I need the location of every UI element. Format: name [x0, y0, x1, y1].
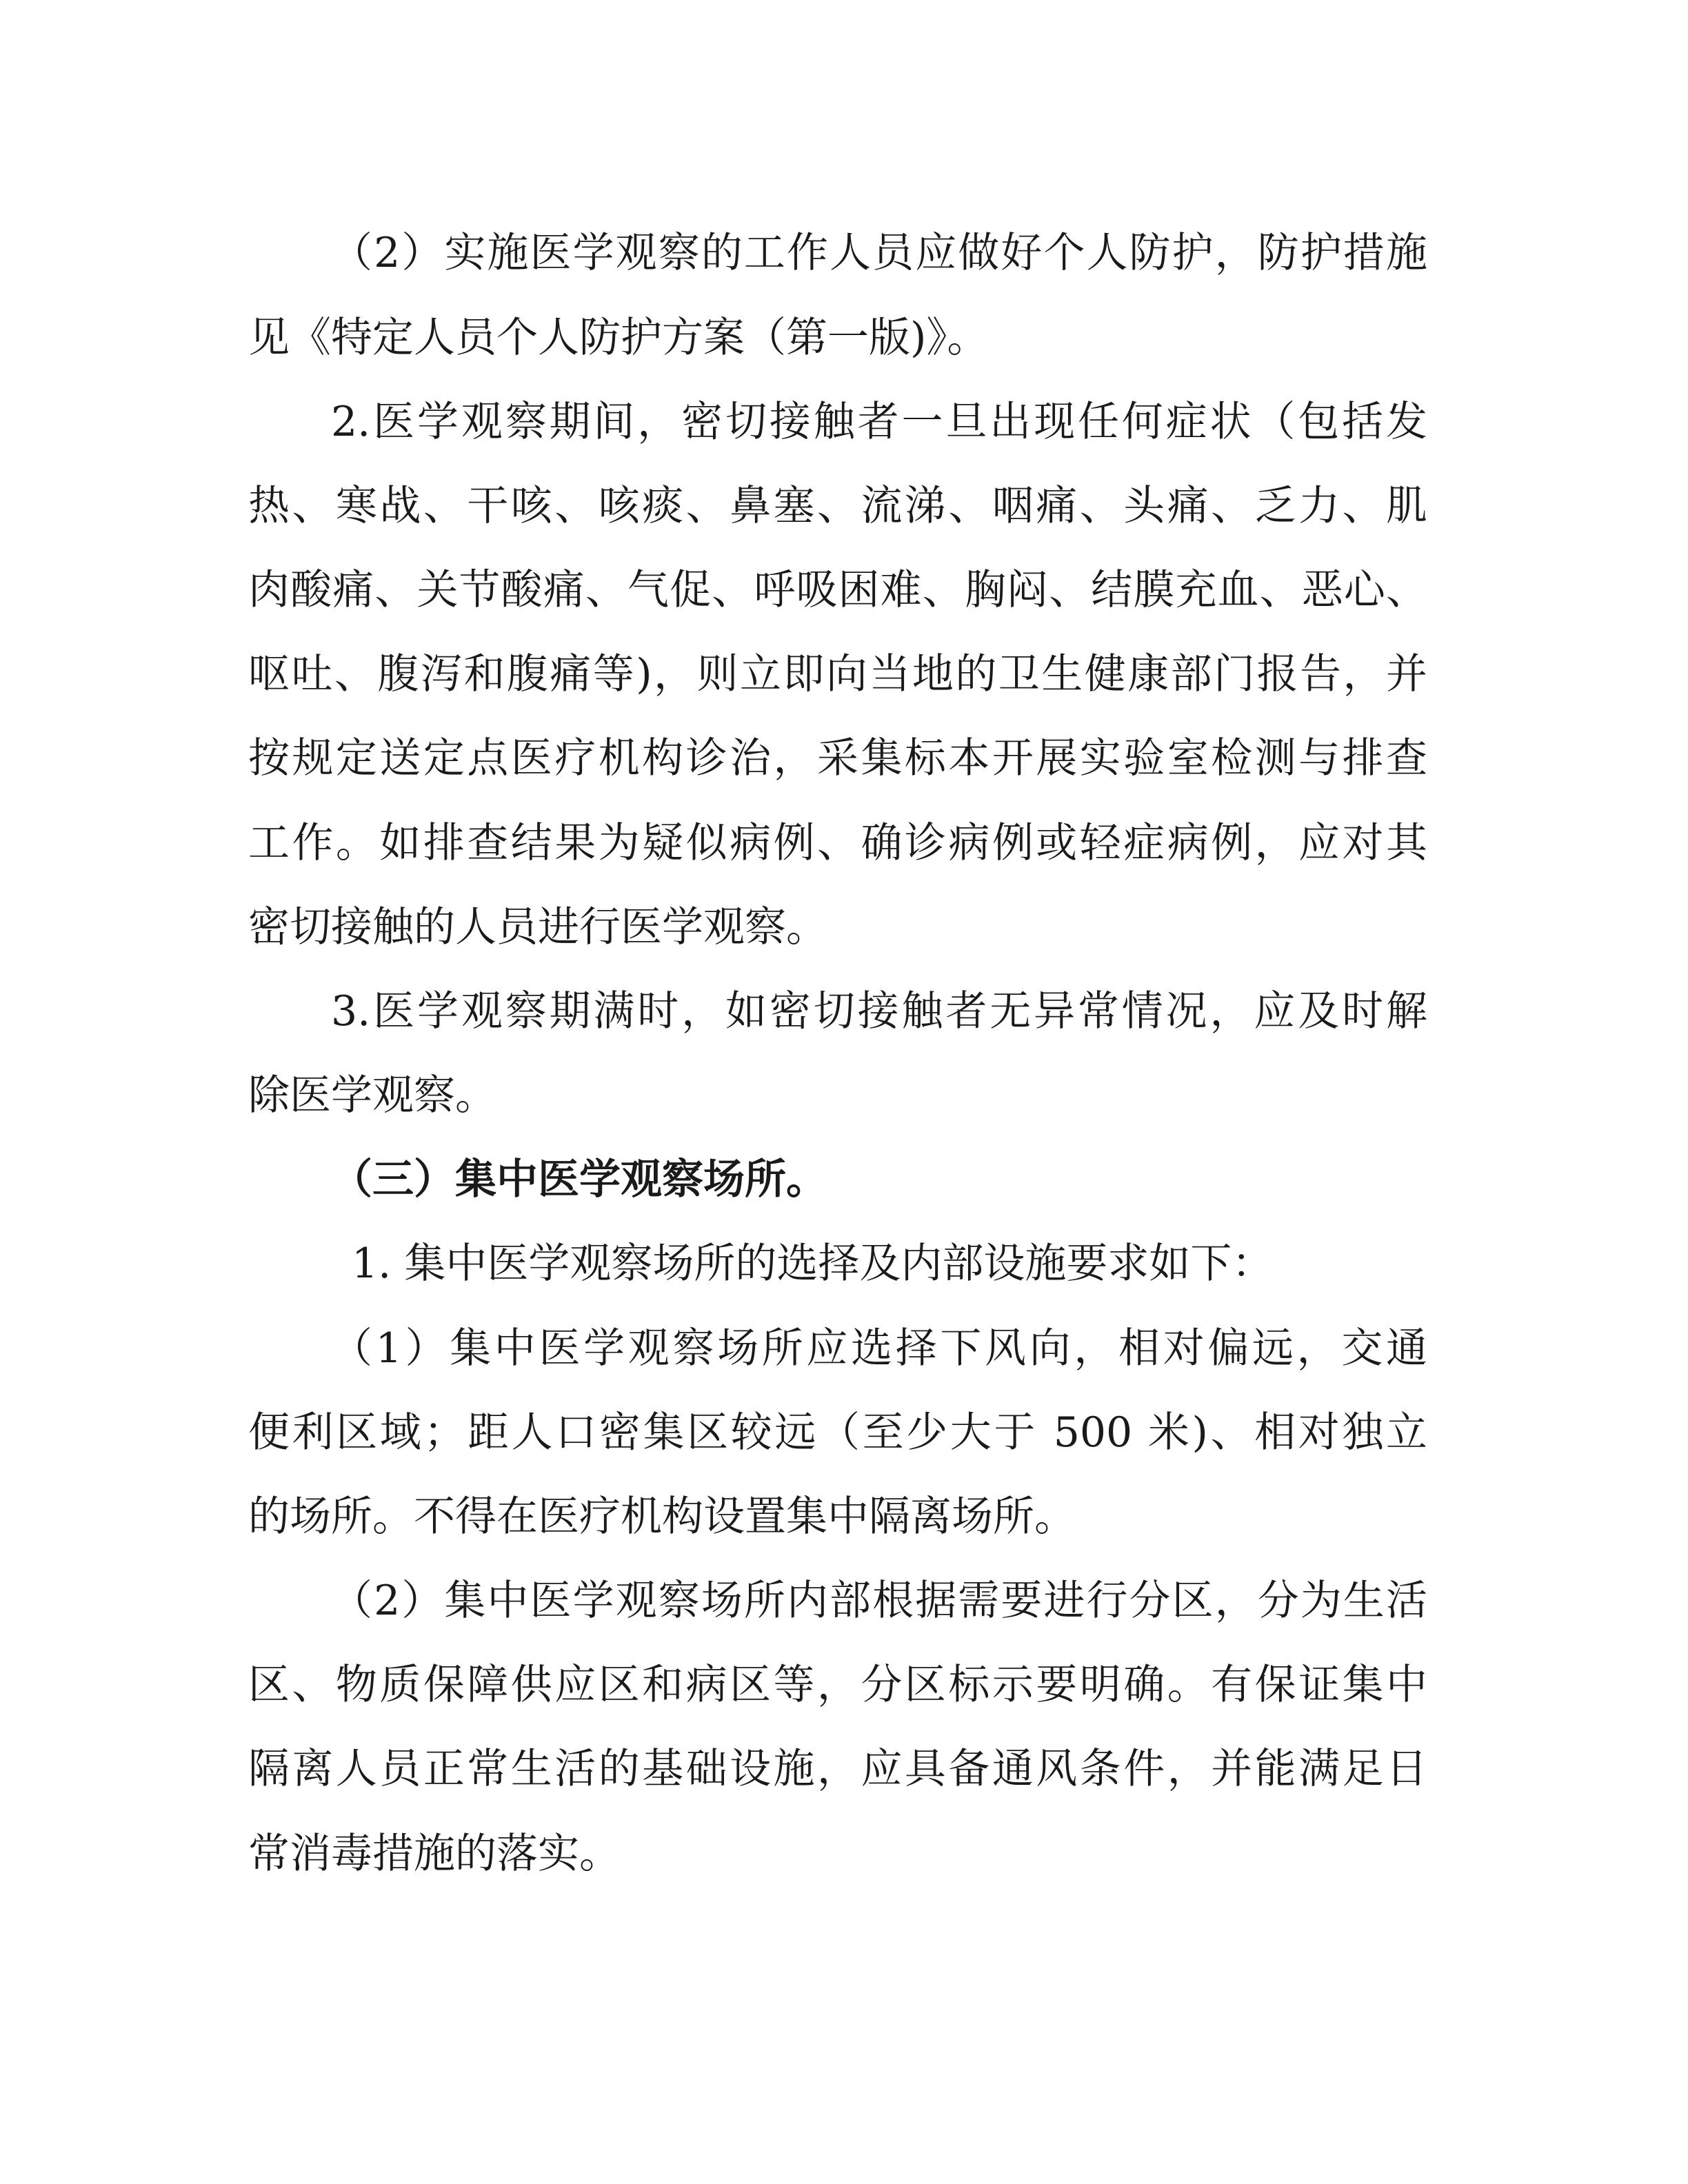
- paragraph-2-line-2: 热、寒战、干咳、咳痰、鼻塞、流涕、咽痛、头痛、乏力、肌: [248, 482, 1427, 530]
- paragraph-5-line-3: 隔离人员正常生活的基础设施，应具备通风条件，并能满足日: [248, 1745, 1427, 1793]
- paragraph-2-line-6: 工作。如排查结果为疑似病例、确诊病例或轻症病例，应对其: [248, 819, 1427, 867]
- section-heading: （三）集中医学观察场所。: [331, 1155, 827, 1204]
- paragraph-2-line-3: 肉酸痛、关节酸痛、气促、呼吸困难、胸闷、结膜充血、恶心、: [248, 566, 1427, 614]
- paragraph-2-line-1: 2.医学观察期间，密切接触者一旦出现任何症状（包括发: [331, 398, 1427, 446]
- paragraph-5-line-1: （2）集中医学观察场所内部根据需要进行分区，分为生活: [331, 1577, 1427, 1625]
- paragraph-2-line-5: 按规定送定点医疗机构诊治，采集标本开展实验室检测与排查: [248, 734, 1427, 782]
- paragraph-1-line-1: （2）实施医学观察的工作人员应做好个人防护，防护措施: [331, 229, 1427, 277]
- paragraph-4-line-3: 的场所。不得在医疗机构设置集中隔离场所。: [248, 1493, 1076, 1541]
- item-1-heading: 1. 集中医学观察场所的选择及内部设施要求如下：: [352, 1240, 1274, 1288]
- paragraph-5-line-2: 区、物质保障供应区和病区等，分区标示要明确。有保证集中: [248, 1661, 1427, 1709]
- paragraph-2-line-7: 密切接触的人员进行医学观察。: [248, 903, 827, 951]
- paragraph-5-line-4: 常消毒措施的落实。: [248, 1830, 621, 1878]
- paragraph-4-line-1: （1）集中医学观察场所应选择下风向，相对偏远，交通: [331, 1324, 1427, 1373]
- paragraph-1-line-2: 见《特定人员个人防护方案（第一版)》。: [248, 314, 989, 362]
- paragraph-3-line-1: 3.医学观察期满时，如密切接触者无异常情况，应及时解: [331, 987, 1427, 1035]
- paragraph-4-line-2: 便利区域；距人口密集区较远（至少大于 500 米)、相对独立: [248, 1408, 1427, 1457]
- paragraph-3-line-2: 除医学观察。: [248, 1071, 496, 1120]
- paragraph-2-line-4: 呕吐、腹泻和腹痛等)，则立即向当地的卫生健康部门报告，并: [248, 650, 1427, 698]
